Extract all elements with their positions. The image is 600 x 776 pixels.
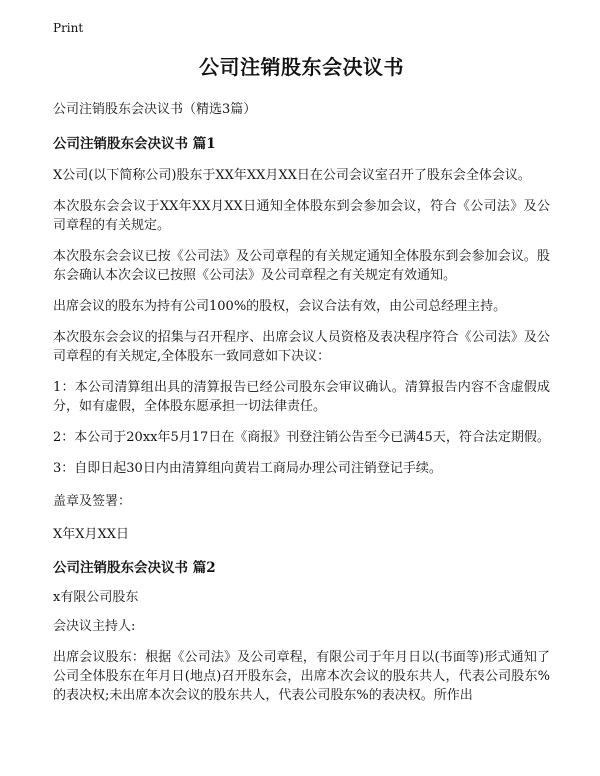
section-1-paragraph-4: 出席会议的股东为持有公司100%的股权，会议合法有效，由公司总经理主持。 — [53, 299, 507, 314]
date-line: X年X月XX日 — [53, 527, 130, 542]
section-1-paragraph-8: 3：自即日起30日内由清算组向黄岩工商局办理公司注销登记手续。 — [53, 461, 442, 476]
section-2-host-line: 会决议主持人: — [53, 619, 136, 634]
section-1-paragraph-6: 1：本公司清算组出具的清算报告已经公司股东会审议确认。清算报告内容不含虚假成分，如有虚假，全体股东愿承担一切法律责任。 — [53, 380, 550, 414]
section-1-paragraph-1: X公司(以下简称公司)股东于XX年XX月XX日在公司会议室召开了股东会全体会议。 — [53, 168, 531, 183]
section-1-heading: 公司注销股东会决议书 篇1 — [53, 136, 216, 152]
section-1-paragraph-7: 2：本公司于20xx年5月17日在《商报》刊登注销公告至今已满45天，符合法定期假。 — [53, 430, 550, 445]
print-link[interactable]: Print — [53, 21, 84, 35]
section-2-heading: 公司注销股东会决议书 篇2 — [53, 560, 216, 576]
section-2-paragraph-1: 出席会议股东：根据《公司法》及公司章程，有限公司于年月日以(书面等)形式通知了公司全体股东在年月日(地点)召开股东会，出席本次会议的股东共人，代表公司股东%的表决权;未出席本次会议的股东共人，代表公司股东%的表决权。所作出 — [53, 650, 550, 703]
seal-line: 盖章及签署： — [53, 494, 132, 509]
document-title: 公司注销股东会决议书 — [199, 55, 404, 79]
section-2-company-line: x有限公司股东 — [53, 590, 139, 605]
section-1-paragraph-2: 本次股东会会议于XX年XX月XX日通知全体股东到会参加会议，符合《公司法》及公司章程的有关规定。 — [53, 199, 550, 233]
section-1-paragraph-3: 本次股东会会议已按《公司法》及公司章程的有关规定通知全体股东到会参加会议。股东会确认本次会议已按照《公司法》及公司章程之有关规定有效通知。 — [53, 249, 550, 283]
document-subtitle: 公司注销股东会决议书（精选3篇） — [53, 102, 257, 117]
section-1-paragraph-5: 本次股东会会议的招集与召开程序、出席会议人员资格及表决程序符合《公司法》及公司章程的有关规定,全体股东一致同意如下决议： — [53, 330, 550, 364]
